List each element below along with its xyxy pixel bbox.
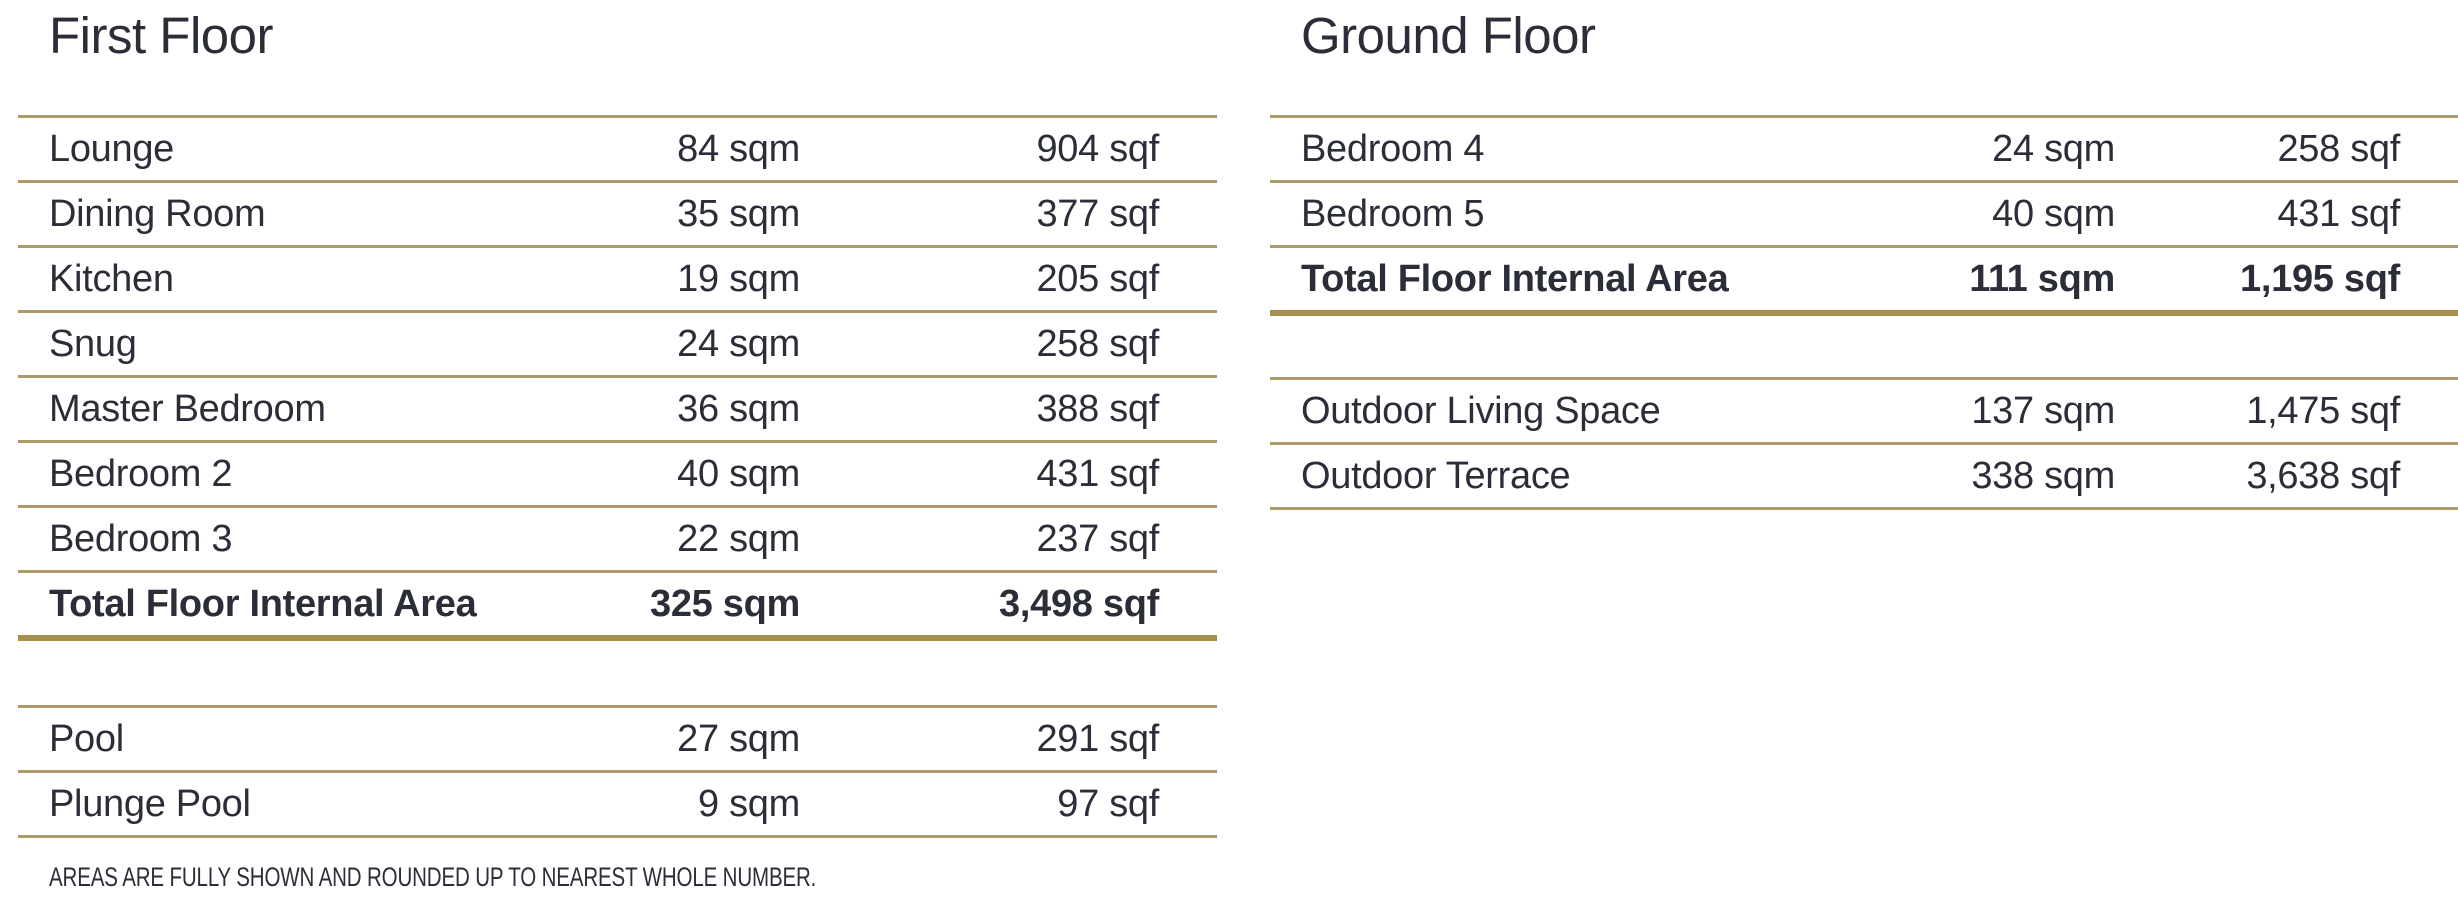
ground-floor-extras-table <box>1270 377 2458 510</box>
first-floor-extras-table <box>18 705 1217 838</box>
room-sqf: 237 sqf <box>1036 517 1159 560</box>
room-sqf: 904 sqf <box>1036 127 1159 170</box>
section-gap <box>18 641 1217 705</box>
total-sqf: 3,498 sqf <box>999 582 1159 625</box>
table-row <box>18 245 1217 310</box>
room-name: Lounge <box>49 127 175 170</box>
room-sqf: 291 sqf <box>1036 717 1159 760</box>
room-name: Snug <box>49 322 137 365</box>
table-row <box>18 505 1217 570</box>
page-title: First Floor <box>49 7 273 64</box>
total-sqm: 111 sqm <box>1969 257 2115 300</box>
room-sqm: 27 sqm <box>677 717 800 760</box>
room-sqm: 24 sqm <box>1992 127 2115 170</box>
footnote: AREAS ARE FULLY SHOWN AND ROUNDED UP TO NEAREST WHOLE NUMBER. <box>49 862 817 892</box>
room-sqm: 338 sqm <box>1971 454 2115 497</box>
table-row <box>1270 377 2458 442</box>
section-gap <box>1270 316 2458 377</box>
room-name: Master Bedroom <box>49 387 326 430</box>
first-floor-table <box>18 115 1217 641</box>
room-name: Outdoor Living Space <box>1301 389 1661 432</box>
room-sqm: 40 sqm <box>1992 192 2115 235</box>
room-sqm: 19 sqm <box>677 257 800 300</box>
total-sqm: 325 sqm <box>650 582 800 625</box>
table-row <box>18 440 1217 505</box>
room-name: Kitchen <box>49 257 174 300</box>
ground-floor-section <box>1270 0 2458 510</box>
room-name: Pool <box>49 717 124 760</box>
room-sqm: 35 sqm <box>677 192 800 235</box>
room-name: Dining Room <box>49 192 266 235</box>
room-sqf: 388 sqf <box>1036 387 1159 430</box>
total-row <box>18 570 1217 641</box>
room-sqm: 24 sqm <box>677 322 800 365</box>
table-row <box>18 180 1217 245</box>
room-sqf: 97 sqf <box>1057 782 1159 825</box>
room-sqm: 84 sqm <box>677 127 800 170</box>
ground-floor-table <box>1270 115 2458 316</box>
page-title: Ground Floor <box>1301 7 1596 64</box>
room-sqf: 258 sqf <box>2277 127 2400 170</box>
table-row <box>1270 115 2458 180</box>
table-row <box>18 310 1217 375</box>
room-name: Plunge Pool <box>49 782 251 825</box>
room-sqm: 22 sqm <box>677 517 800 560</box>
table-row <box>1270 180 2458 245</box>
total-sqf: 1,195 sqf <box>2240 257 2400 300</box>
room-sqm: 137 sqm <box>1971 389 2115 432</box>
room-sqf: 3,638 sqf <box>2246 454 2400 497</box>
table-row <box>18 375 1217 440</box>
total-row <box>1270 245 2458 316</box>
room-sqf: 377 sqf <box>1036 192 1159 235</box>
room-sqf: 205 sqf <box>1036 257 1159 300</box>
room-name: Bedroom 4 <box>1301 127 1485 170</box>
table-row <box>18 115 1217 180</box>
room-name: Bedroom 5 <box>1301 192 1485 235</box>
room-name: Bedroom 3 <box>49 517 233 560</box>
room-sqf: 258 sqf <box>1036 322 1159 365</box>
room-sqm: 36 sqm <box>677 387 800 430</box>
room-sqf: 1,475 sqf <box>2246 389 2400 432</box>
table-row <box>18 705 1217 770</box>
room-sqm: 40 sqm <box>677 452 800 495</box>
first-floor-section <box>18 0 1217 893</box>
room-sqf: 431 sqf <box>1036 452 1159 495</box>
room-sqf: 431 sqf <box>2277 192 2400 235</box>
room-sqm: 9 sqm <box>698 782 800 825</box>
room-name: Bedroom 2 <box>49 452 233 495</box>
table-row <box>1270 442 2458 507</box>
total-label: Total Floor Internal Area <box>49 582 477 625</box>
room-name: Outdoor Terrace <box>1301 454 1571 497</box>
total-label: Total Floor Internal Area <box>1301 257 1729 300</box>
table-row <box>18 770 1217 835</box>
